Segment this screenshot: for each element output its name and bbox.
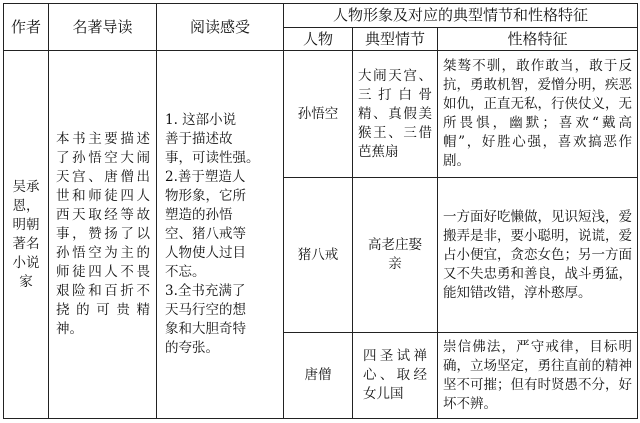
character-name: 孙悟空 — [284, 51, 353, 178]
header-impression: 阅读感受 — [157, 4, 284, 51]
plot-cell: 高老庄娶亲 — [353, 178, 438, 333]
reading-table — [3, 3, 638, 419]
author-cell: 吴承 恩， 明朝 著名 小说 家 — [4, 51, 49, 419]
header-author: 作者 — [4, 4, 49, 51]
header-row-1 — [4, 4, 638, 28]
character-name: 猪八戒 — [284, 178, 353, 333]
plot-cell: 四圣试禅心、取经女儿国 — [353, 333, 438, 419]
impression-cell: 1. 这部小说 善于描述故 事，可读性强。 2.善于塑造人 物形象，它所 塑造的孙悟 空、猪八戒等 人物使人过目 不忘。 3.全书充满了 天马行空的想 象和大胆奇特 的夸张。 — [157, 51, 284, 419]
guide-cell: 本书主要描述了孙悟空大闹天宫、唐僧出世和师徒四人西天取经等故事，赞扬了以孙悟空为主的师徒四人不畏艰险和百折不挠的可贵精神。 — [49, 51, 157, 419]
header-trait: 性格特征 — [438, 27, 638, 51]
header-character-group: 人物形象及对应的典型情节和性格特征 — [284, 4, 638, 28]
character-name: 唐僧 — [284, 333, 353, 419]
table-row — [4, 51, 638, 178]
trait-cell: 一方面好吃懒做，见识短浅，爱搬弄是非，要小聪明，说谎，爱占小便宜，贪恋女色；另一方面又不失忠勇和善良，战斗勇猛，能知错改错，淳朴憨厚。 — [438, 178, 638, 333]
header-plot: 典型情节 — [353, 27, 438, 51]
header-guide: 名著导读 — [49, 4, 157, 51]
plot-cell: 大闹天宫、三打白骨精、真假美猴王、三借芭蕉扇 — [353, 51, 438, 178]
trait-cell: 桀骜不驯，敢作敢当，敢于反抗，勇敢机智，爱憎分明，疾恶如仇，正直无私，行侠仗义，无所畏惧，幽默；喜欢“戴高帽”，好胜心强，喜欢搞恶作剧。 — [438, 51, 638, 178]
header-character: 人物 — [284, 27, 353, 51]
trait-cell: 崇信佛法，严守戒律，目标明确，立场坚定，勇往直前的精神坚不可摧；但有时贤愚不分，好坏不辨。 — [438, 333, 638, 419]
